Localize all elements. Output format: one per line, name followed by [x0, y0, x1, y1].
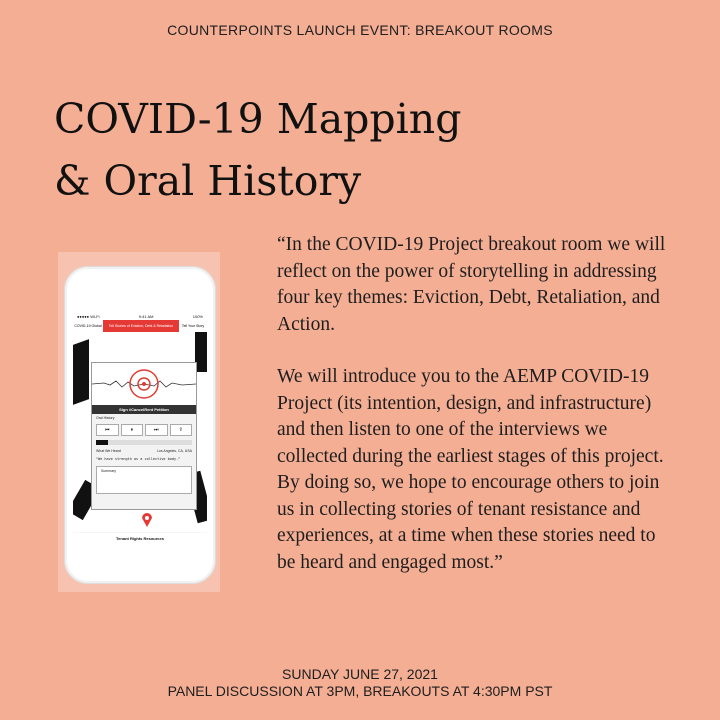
waveform-graphic: [92, 363, 196, 405]
pause-icon[interactable]: ⏸: [121, 424, 144, 436]
tab-legislation[interactable]: COVID-19 Global: [73, 320, 103, 332]
status-time: 9:41 AM: [138, 314, 154, 319]
audio-progress-bar[interactable]: [96, 440, 192, 445]
story-panel: [91, 362, 197, 510]
event-quote: [277, 232, 677, 602]
heard-row: [92, 447, 196, 455]
oral-history-label: Oral History: [96, 416, 115, 420]
event-schedule: PANEL DISCUSSION AT 3PM, BREAKOUTS AT 4:30PM PST: [167, 683, 553, 699]
status-signal: ●●●●● Wi-Fi: [77, 314, 100, 319]
sign-petition-button[interactable]: Sign #CancelRent Petition: [92, 405, 196, 414]
map-pin-icon[interactable]: [141, 512, 153, 528]
share-icon[interactable]: ⇪: [170, 424, 193, 436]
tab-tell-stories[interactable]: Tell Stories of Eviction, Debt & Retaliation: [103, 320, 179, 332]
location-label: Los Angeles, CA, USA: [156, 449, 192, 453]
audio-progress-fill: [96, 440, 108, 445]
map-shape: [73, 339, 89, 405]
event-date: SUNDAY JUNE 27, 2021: [282, 666, 438, 682]
tenant-rights-button[interactable]: Tenant Rights Resources: [73, 533, 207, 545]
page-title: [54, 88, 574, 212]
phone-screen: [73, 313, 207, 545]
phone-status-bar: [73, 313, 207, 320]
story-quote: “We have strength as a collective body.”: [96, 457, 181, 461]
status-battery: 100%: [192, 314, 203, 319]
summary-label: Summary: [101, 469, 116, 473]
rewind-icon[interactable]: ⏮: [96, 424, 119, 436]
quote-paragraph-2: We will introduce you to the AEMP COVID-19 Project (its intention, design, and infrastructure) and then listen to one of the interviews we collected during the earliest stages of this project. By doing so, we hope to encourage others to join us in collecting stories of tenant resistance and experiences, at a time when these stories need to be heard and engaged most.”: [277, 366, 664, 573]
title-line-1: COVID-19 Mapping: [54, 95, 462, 143]
tab-tell-your-story[interactable]: Tell Your Story: [179, 320, 207, 332]
what-we-heard-label: What We Heard: [96, 449, 121, 453]
title-line-2: & Oral History: [54, 157, 362, 205]
event-header: COUNTERPOINTS LAUNCH EVENT: BREAKOUT ROOMS: [167, 22, 553, 38]
map-view[interactable]: [73, 332, 207, 532]
player-controls: [92, 422, 196, 438]
forward-icon[interactable]: ⏭: [145, 424, 168, 436]
audio-waveform: [92, 363, 196, 405]
event-footer: [0, 666, 720, 700]
quote-paragraph-1: “In the COVID-19 Project breakout room we will reflect on the power of storytelling in addressing four key themes: Eviction, Debt, Retaliation, and Action.: [277, 234, 666, 335]
app-top-bar: [73, 320, 207, 332]
phone-mockup: [64, 266, 216, 584]
summary-box: [96, 466, 192, 494]
